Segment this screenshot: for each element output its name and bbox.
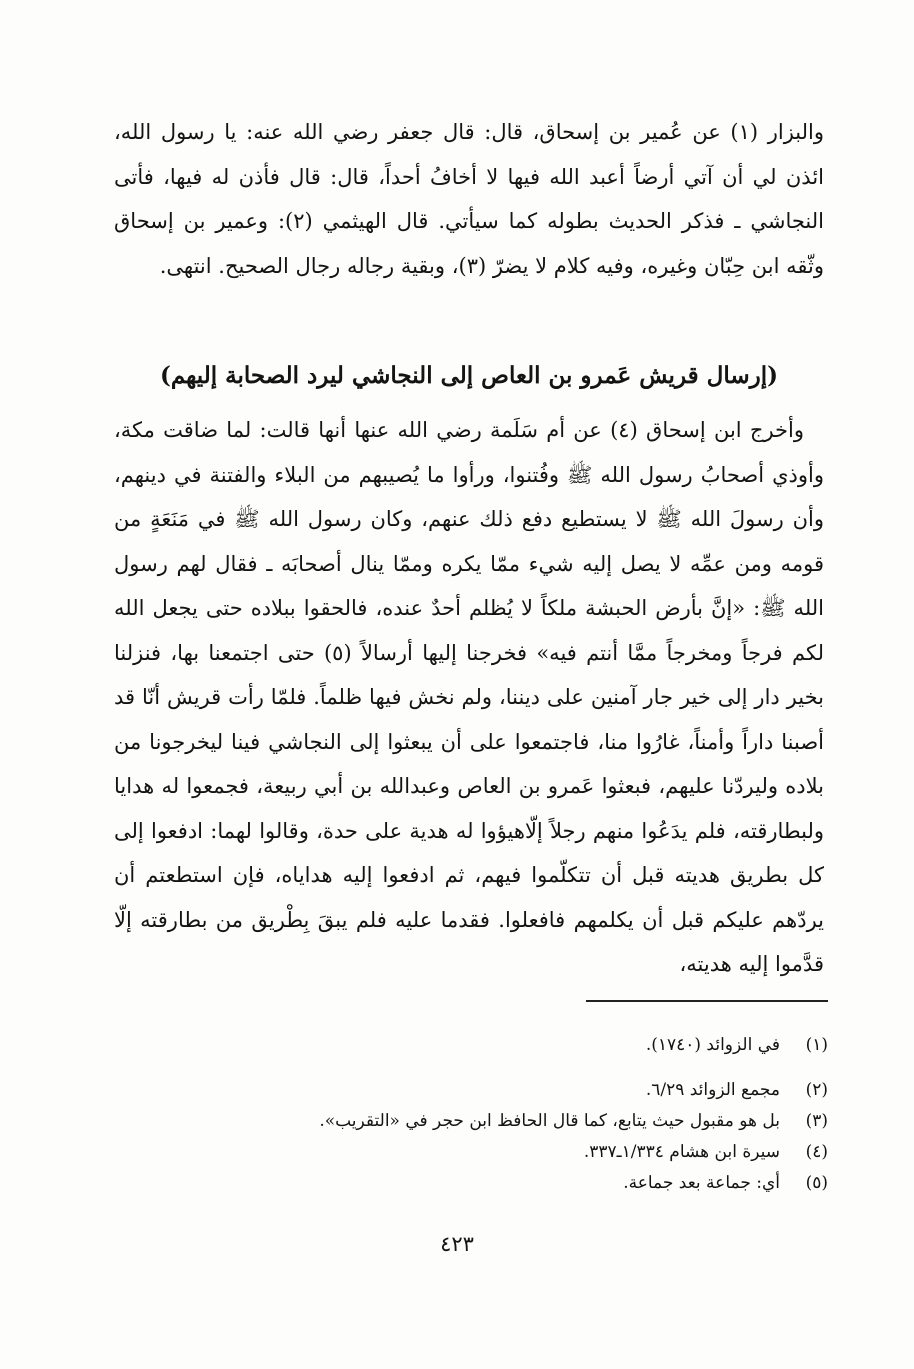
footnote-item <box>114 1075 828 1106</box>
footnote-number: (١) <box>805 1035 828 1055</box>
page-number: ٤٢٣ <box>440 1232 474 1256</box>
paragraph-text: والبزار (١) عن عُمير بن إسحاق، قال: قال جعفر رضي الله عنه: يا رسول الله، ائذن لي أن آتي أرضاً أعبد الله فيها لا أخافُ أحداً، قال: قال فأذن له فيها، فأتى النجاشي ـ فذكر الحديث بطوله كما سيأتي. قال الهيثمي (٢): وعمير بن إسحاق وثّقه ابن حِبّان وغيره، وفيه كلام لا يضرّ (٣)، وبقية رجاله رجال الصحيح. انتهى. <box>114 120 824 278</box>
footnote-text: بل هو مقبول حيث يتابع، كما قال الحافظ ابن حجر في «التقريب». <box>319 1111 780 1131</box>
paragraph-text: وأخرج ابن إسحاق (٤) عن أم سَلَمة رضي الله عنها أنها قالت: لما ضاقت مكة، وأوذي أصحابُ رسول الله ﷺ وفُتنوا، ورأوا ما يُصيبهم من البلاء والفتنة في دينهم، وأن رسولَ الله ﷺ لا يستطيع دفع ذلك عنهم، وكان رسول الله ﷺ في مَنَعَةٍ من قومه ومن عمِّه لا يصل إليه شيء ممّا يكره وممّا ينال أصحابَه ـ فقال لهم رسول الله ﷺ: «إنَّ بأرض الحبشة ملكاً لا يُظلم أحدٌ عنده، فالحقوا ببلاده حتى يجعل الله لكم فرجاً ومخرجاً ممَّا أنتم فيه» فخرجنا إليها أرسالاً (٥) حتى اجتمعنا بها، فنزلنا بخير دار إلى خير جار آمنين على ديننا، ولم نخش فيها ظلماً. فلمّا رأت قريش أنّا قد أصبنا داراً وأمناً، غارُوا منا، فاجتمعوا على أن يبعثوا إلى النجاشي فينا ليخرجونا من بلاده وليردّنا عليهم، فبعثوا عَمرو بن العاص وعبدالله بن أبي ربيعة، فجمعوا له هدايا ولبطارقته، فلم يدَعُوا منهم رجلاً إلّاهيؤوا له هدية على حدة، وقالوا لهما: ادفعوا إلى كل بطريق هديته قبل أن تتكلّموا فيهم، ثم ادفعوا إليه هداياه، فإن استطعتم أن يردّهم عليكم قبل أن يكلمهم فافعلوا. فقدما عليه فلم يبقَ بِطْريق من بطارقته إلّا قدَّموا إليه هديته، <box>114 418 824 976</box>
opening-paragraph-block <box>114 110 824 288</box>
footnote-item <box>114 1137 828 1168</box>
footnote-number: (٣) <box>805 1111 828 1131</box>
footnote-item <box>114 1030 828 1061</box>
main-paragraph-block <box>114 408 824 987</box>
footnote-divider <box>586 1000 828 1002</box>
footnote-number: (٥) <box>805 1173 828 1193</box>
footnote-text: أي: جماعة بعد جماعة. <box>623 1173 780 1193</box>
footnote-number: (٤) <box>805 1142 828 1162</box>
footnote-item <box>114 1106 828 1137</box>
footnote-item <box>114 1168 828 1199</box>
footnote-number: (٢) <box>805 1080 828 1100</box>
footnote-text: مجمع الزوائد ٦/٢٩. <box>645 1080 780 1100</box>
footnotes-list <box>114 1030 828 1199</box>
footnote-text: في الزوائد (١٧٤٠). <box>645 1035 780 1055</box>
footnote-text: سيرة ابن هشام ١/٣٣٤ـ٣٣٧. <box>583 1142 780 1162</box>
section-heading: (إرسال قريش عَمرو بن العاص إلى النجاشي ليرد الصحابة إليهم) <box>159 362 779 389</box>
